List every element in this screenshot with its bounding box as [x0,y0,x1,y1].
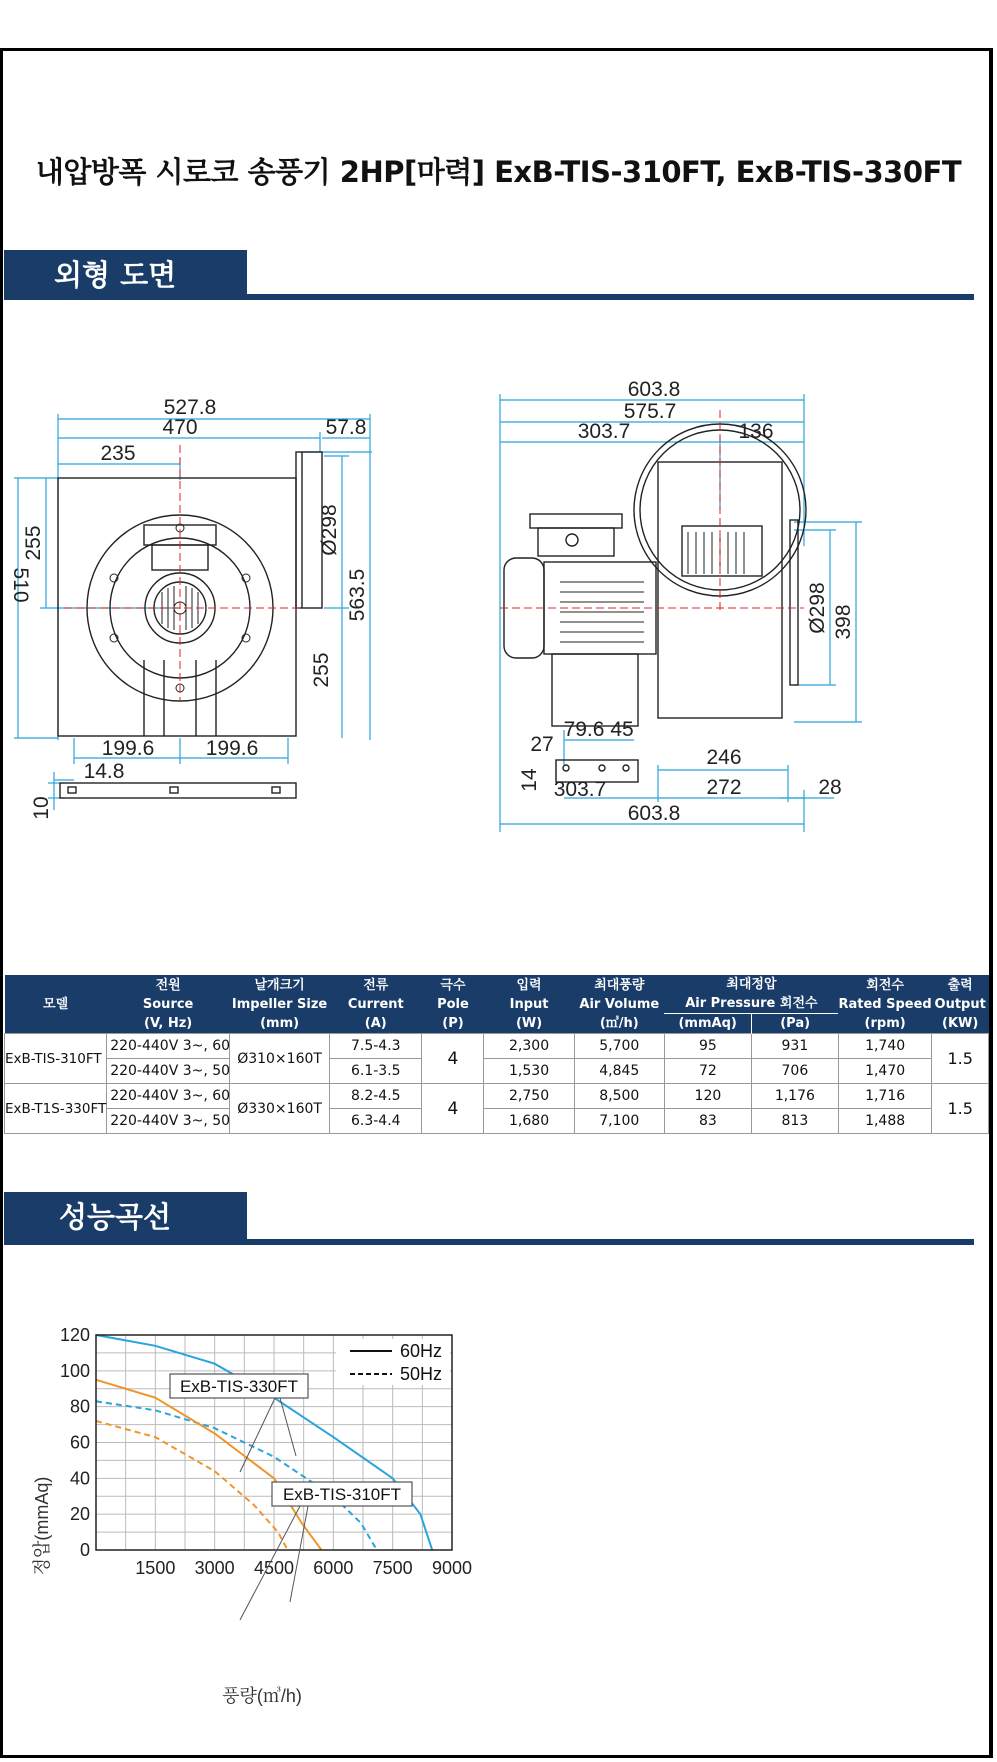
cell-impeller: Ø310×160T [230,1034,330,1084]
legend-label: 50Hz [400,1364,443,1384]
header-model: 모델 [5,975,107,1034]
dim-label: 603.8 [627,378,681,401]
spec-table [4,975,989,1134]
dim-label: 27 [530,733,554,756]
table-row [5,1084,989,1109]
cell-current: 6.3-4.4 [330,1109,422,1134]
y-tick-label: 20 [69,1504,90,1525]
dim-label: 235 [100,442,136,465]
cell-input: 2,300 [484,1034,574,1059]
dim-label: 199.6 [205,737,259,760]
series-line-1 [96,1401,377,1550]
dim-label: 136 [738,420,774,443]
dim-label: 10 [30,796,53,820]
dim-label: 57.8 [325,416,367,439]
x-tick-label: 1500 [135,1558,176,1578]
dim-label: 14 [518,768,541,792]
cell-rpm: 1,716 [838,1084,932,1109]
annotation-label: ExB-TIS-310FT [282,1485,402,1504]
section-heading-drawing: 외형 도면 [4,250,247,300]
dim-label: 510 [9,567,32,603]
y-axis-label: 정압(mmAq) [32,1476,52,1576]
dim-label: Ø298 [806,582,829,634]
cell-output: 1.5 [932,1034,989,1084]
y-tick-label: 120 [59,1325,90,1345]
cell-pa: 813 [751,1109,838,1134]
header-speed: 회전수 Rated Speed (rpm) [838,975,932,1034]
cell-current: 8.2-4.5 [330,1084,422,1109]
header-air-volume: 최대풍량 Air Volume (㎥/h) [574,975,664,1034]
annotation-label: ExB-TIS-330FT [179,1377,299,1396]
header-output: 출력 Output (KW) [932,975,989,1034]
cell-impeller: Ø330×160T [230,1084,330,1134]
dim-label: 575.7 [623,400,677,423]
dim-label: 398 [832,604,855,640]
y-tick-label: 40 [69,1468,90,1489]
dim-label: 28 [818,776,842,799]
x-tick-label: 6000 [313,1558,354,1578]
page-title: 내압방폭 시로코 송풍기 2HP[마력] ExB-TIS-310FT, ExB-TIS-330FT [35,155,962,189]
dim-label: Ø298 [318,504,341,556]
dim-label: 470 [162,416,198,439]
cell-pa: 706 [751,1059,838,1084]
annotation-310 [240,1482,412,1620]
cell-mmaq: 95 [664,1034,751,1059]
x-tick-label: 4500 [253,1558,295,1578]
header-pole: 극수 Pole (P) [422,975,484,1034]
dim-label: 272 [706,776,742,799]
cell-pole: 4 [422,1084,484,1134]
cell-volume: 7,100 [574,1109,664,1134]
cell-rpm: 1,740 [838,1034,932,1059]
cell-input: 2,750 [484,1084,574,1109]
header-source: 전원 Source (V, Hz) [107,975,230,1034]
cell-model: ExB-T1S-330FT [5,1084,107,1134]
dim-label: 79.6 [563,718,605,741]
table-row [5,1034,989,1059]
x-tick-label: 3000 [194,1558,235,1578]
dim-label: 246 [706,746,742,769]
cell-rpm: 1,470 [838,1059,932,1084]
dim-label: 563.5 [346,568,369,622]
dim-label: 527.8 [163,396,217,419]
cell-volume: 5,700 [574,1034,664,1059]
x-tick-label: 7500 [372,1558,413,1578]
cell-current: 6.1-3.5 [330,1059,422,1084]
section-divider [4,1239,974,1245]
cell-pa: 931 [751,1034,838,1059]
cell-pa: 1,176 [751,1084,838,1109]
x-axis-label: 풍량(㎥/h) [222,1686,302,1706]
cell-source: 220-440V 3~, 50 [107,1059,230,1084]
y-tick-label: 80 [69,1396,90,1417]
header-air-pressure: 최대정압 Air Pressure 회전수 [664,975,838,1014]
cell-current: 7.5-4.3 [330,1034,422,1059]
legend [336,1339,450,1385]
cell-mmaq: 83 [664,1109,751,1134]
header-impeller: 날개크기 Impeller Size (mm) [230,975,330,1034]
dim-label: 603.8 [627,802,681,825]
legend-label: 60Hz [400,1341,443,1361]
dim-label: 303.7 [577,420,631,443]
side-view [500,378,862,832]
cell-output: 1.5 [932,1084,989,1134]
table-row [5,1059,989,1084]
cell-volume: 4,845 [574,1059,664,1084]
y-tick-label: 60 [69,1432,90,1453]
cell-model: ExB-TIS-310FT [5,1034,107,1084]
outline-drawing [4,370,989,850]
y-tick-label: 100 [59,1360,90,1381]
section-heading-curve: 성능곡선 [4,1192,247,1242]
dim-label: 303.7 [553,778,607,801]
dim-label: 14.8 [83,760,125,783]
series-line-3 [96,1421,288,1550]
cell-mmaq: 72 [664,1059,751,1084]
performance-chart [0,1290,997,1730]
front-view [9,396,372,820]
header-current: 전류 Current (A) [330,975,422,1034]
dim-label: 255 [310,652,333,688]
cell-mmaq: 120 [664,1084,751,1109]
cell-input: 1,530 [484,1059,574,1084]
x-tick-label: 9000 [431,1558,473,1578]
dim-label: 255 [22,525,45,561]
cell-source: 220-440V 3~, 60 [107,1084,230,1109]
cell-pole: 4 [422,1034,484,1084]
table-row [5,1109,989,1134]
section-divider [4,294,974,300]
cell-source: 220-440V 3~, 50 [107,1109,230,1134]
header-pa: (Pa) [751,1014,838,1034]
header-mmaq: (mmAq) [664,1014,751,1034]
dim-label: 45 [610,718,634,741]
cell-source: 220-440V 3~, 60 [107,1034,230,1059]
cell-input: 1,680 [484,1109,574,1134]
dim-label: 199.6 [101,737,155,760]
cell-volume: 8,500 [574,1084,664,1109]
y-tick-label: 0 [79,1540,90,1560]
cell-rpm: 1,488 [838,1109,932,1134]
header-input: 입력 Input (W) [484,975,574,1034]
